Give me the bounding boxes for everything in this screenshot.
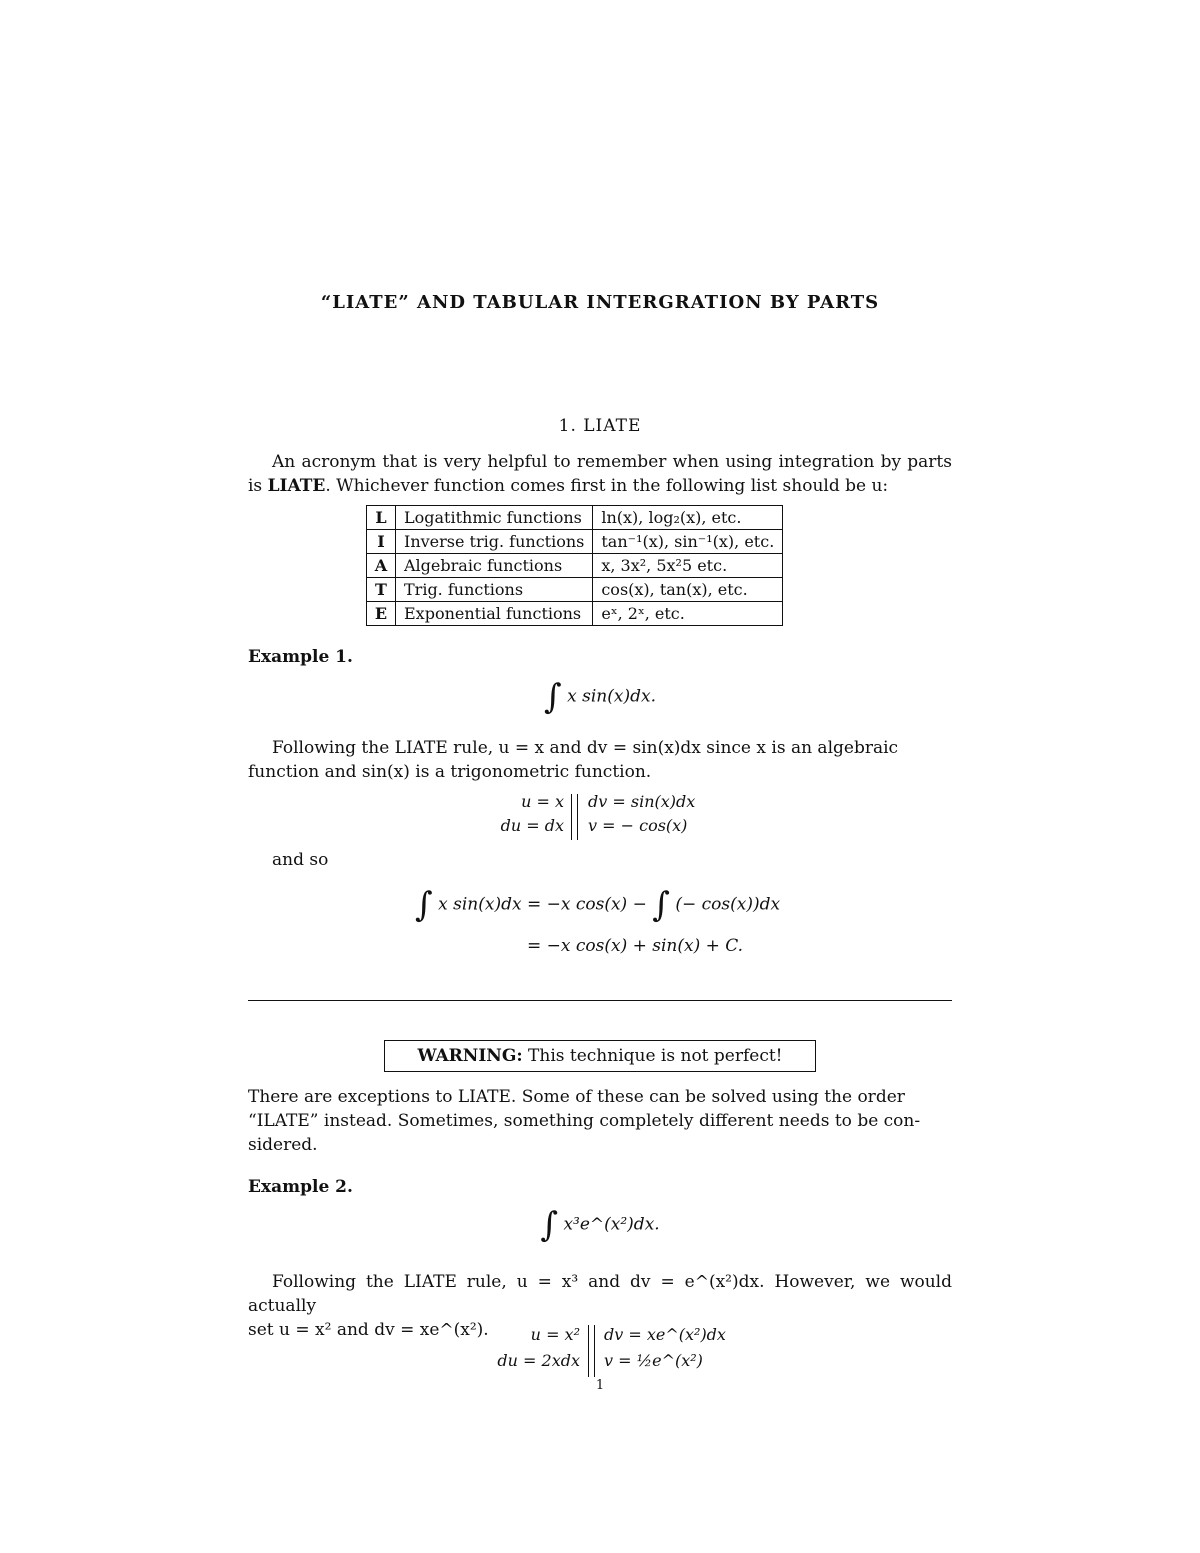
tab2-lhs-2: du = 2xdx — [497, 1351, 580, 1370]
example2-text-line1: Following the LIATE rule, u = x³ and dv = e^(x²)dx. However, we would actually — [248, 1272, 952, 1316]
intro-bold: LIATE — [267, 476, 326, 496]
row-letter: I — [367, 530, 396, 554]
example1-heading: Example 1. — [248, 647, 353, 667]
row-letter: E — [367, 602, 396, 626]
intro-text-1: An acronym that is very helpful to remember when using integration by parts is — [248, 452, 952, 496]
liate-row — [367, 554, 783, 578]
example1-equation-2: = −x cos(x) + sin(x) + C. — [527, 936, 744, 956]
example2-integrand: x³e^(x²)dx. — [563, 1214, 660, 1235]
tab2-rhs-1: dv = xe^(x²)dx — [604, 1325, 726, 1344]
page-title: “LIATE” AND TABULAR INTERGRATION BY PARTS — [320, 292, 880, 313]
double-bar — [588, 1325, 595, 1377]
row-name: Exponential functions — [396, 602, 593, 626]
integral-sign: ∫ — [652, 885, 670, 925]
liate-table — [366, 505, 783, 626]
tab-rhs-1: dv = sin(x)dx — [588, 792, 696, 811]
integral-sign: ∫ — [415, 885, 433, 925]
row-letter: L — [367, 506, 396, 530]
warning-box — [384, 1040, 816, 1072]
example1-integral — [248, 677, 952, 717]
tab-lhs-2: du = dx — [500, 816, 564, 835]
integral-sign: ∫ — [540, 1205, 559, 1245]
double-bar — [571, 794, 578, 840]
example1-tabular — [0, 792, 1200, 842]
row-examples: ln(x), log₂(x), etc. — [593, 506, 783, 530]
integral-sign: ∫ — [544, 677, 562, 717]
eq1-rhs: (− cos(x))dx — [675, 894, 781, 915]
exceptions-paragraph — [248, 1085, 952, 1157]
eq1-lhs: x sin(x)dx = −x cos(x) − — [438, 894, 647, 915]
row-name: Algebraic functions — [396, 554, 593, 578]
example1-text-line2: function and sin(x) is a trigonometric function. — [248, 762, 652, 782]
row-examples: x, 3x², 5x²5 etc. — [593, 554, 783, 578]
example2-tabular — [0, 1325, 1200, 1379]
liate-row — [367, 506, 783, 530]
tab-rhs-2: v = − cos(x) — [588, 816, 688, 835]
intro-paragraph — [248, 450, 952, 498]
row-examples: cos(x), tan(x), etc. — [593, 578, 783, 602]
example1-explanation — [248, 736, 952, 784]
example2-heading: Example 2. — [248, 1177, 353, 1197]
horizontal-rule — [248, 1000, 952, 1001]
liate-row — [367, 602, 783, 626]
row-examples: tan⁻¹(x), sin⁻¹(x), etc. — [593, 530, 783, 554]
row-examples: eˣ, 2ˣ, etc. — [593, 602, 783, 626]
exceptions-line-2: “ILATE” instead. Sometimes, something completely different needs to be con- — [248, 1111, 921, 1131]
example1-equation-1 — [415, 885, 815, 925]
tab2-lhs-1: u = x² — [530, 1325, 580, 1344]
example1-text-line1: Following the LIATE rule, u = x and dv = sin(x)dx since x is an algebraic — [272, 738, 899, 758]
row-name: Inverse trig. functions — [396, 530, 593, 554]
tab-lhs-1: u = x — [521, 792, 564, 811]
intro-text-2: . Whichever function comes first in the following list should be u: — [325, 476, 889, 496]
exceptions-line-3: sidered. — [248, 1135, 318, 1155]
warning-label: WARNING: — [417, 1046, 523, 1066]
example2-text-line2: set u = x² and dv = xe^(x²). — [248, 1320, 489, 1340]
and-so-text: and so — [272, 850, 329, 870]
liate-row — [367, 578, 783, 602]
row-letter: T — [367, 578, 396, 602]
tab2-rhs-2: v = ½e^(x²) — [604, 1351, 703, 1370]
exceptions-line-1: There are exceptions to LIATE. Some of these can be solved using the order — [248, 1087, 905, 1107]
example1-integrand: x sin(x)dx. — [567, 686, 656, 707]
section-heading: 1. LIATE — [558, 416, 642, 436]
row-name: Logatithmic functions — [396, 506, 593, 530]
example2-integral — [248, 1205, 952, 1245]
row-name: Trig. functions — [396, 578, 593, 602]
page-number: 1 — [595, 1378, 605, 1393]
liate-row — [367, 530, 783, 554]
row-letter: A — [367, 554, 396, 578]
warning-text: This technique is not perfect! — [522, 1046, 783, 1066]
